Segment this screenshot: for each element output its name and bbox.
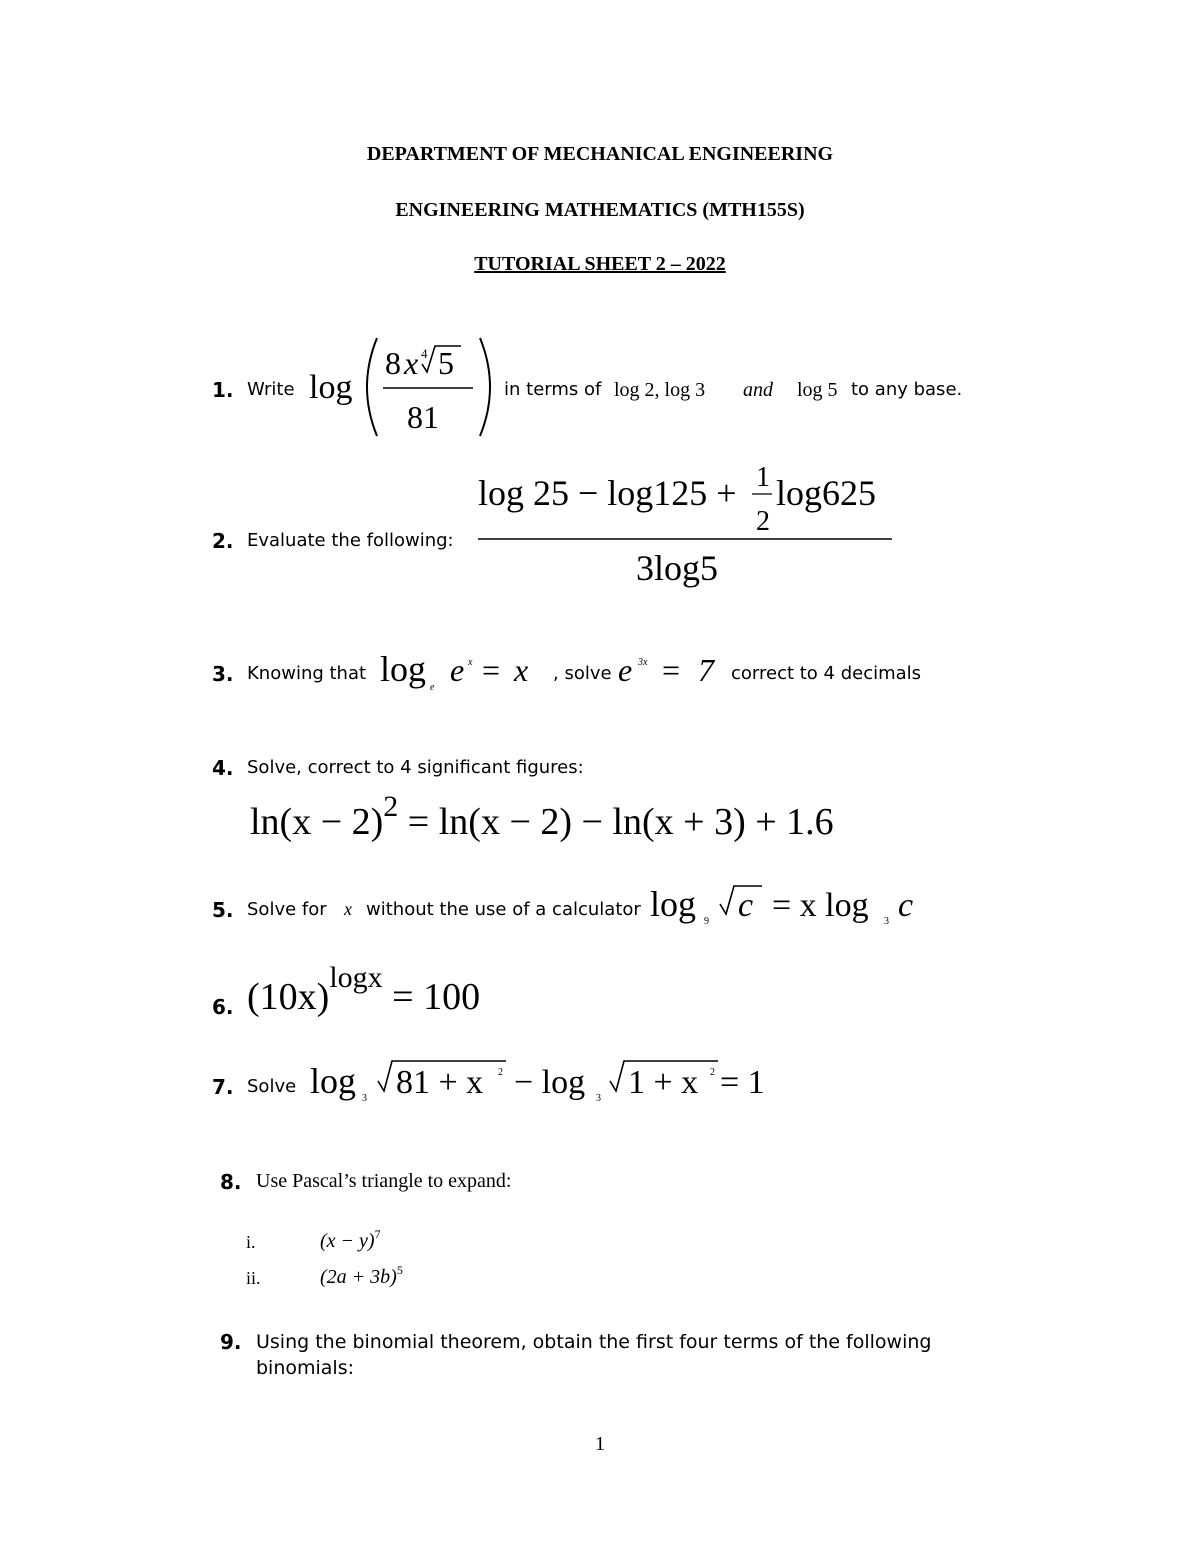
power: logx bbox=[329, 961, 383, 994]
question-text-line2: binomials: bbox=[256, 1357, 355, 1379]
question-text: Solve, correct to 4 significant figures: bbox=[247, 757, 584, 778]
rhs-c: c bbox=[898, 887, 914, 924]
e-symbol: e bbox=[618, 652, 633, 688]
radicand: 5 bbox=[438, 345, 454, 381]
q6-expression bbox=[247, 961, 481, 1019]
minus-log: − log bbox=[514, 1064, 586, 1101]
rhs: = 100 bbox=[392, 976, 481, 1018]
sheet-title: TUTORIAL SHEET 2 – 2022 bbox=[474, 253, 726, 275]
coeff: 8 bbox=[385, 345, 401, 381]
q3-suffix: correct to 4 decimals bbox=[731, 663, 922, 684]
numerator-tail: log625 bbox=[776, 473, 877, 513]
question-number: 1. bbox=[212, 378, 234, 402]
variable-x: x bbox=[404, 345, 419, 381]
q3-mid: , solve bbox=[553, 663, 612, 684]
q4-expression bbox=[250, 790, 834, 844]
numerator-text: log 25 − log125 + bbox=[478, 473, 737, 513]
log-base-3: 3 bbox=[884, 916, 889, 927]
question-text: Solve for bbox=[247, 899, 327, 920]
item-label-i: i. bbox=[246, 1232, 256, 1252]
question-number: 9. bbox=[220, 1330, 242, 1354]
half-numerator: 1 bbox=[756, 462, 770, 493]
question-number: 5. bbox=[212, 898, 234, 922]
base: (10x) bbox=[247, 976, 330, 1018]
e-symbol: e bbox=[450, 652, 465, 688]
q2-expression bbox=[478, 450, 898, 590]
exponent-x: x bbox=[468, 657, 473, 668]
log-text: log bbox=[310, 1061, 357, 1101]
question-number: 6. bbox=[212, 995, 234, 1019]
denominator: 81 bbox=[407, 399, 439, 435]
item-expr-i: $(x - y)^7$ bbox=[320, 1227, 381, 1252]
equals: = bbox=[482, 652, 501, 688]
log-text: log bbox=[309, 369, 353, 406]
question-text: Write bbox=[247, 379, 295, 400]
power: 2 bbox=[383, 790, 399, 823]
q5-variable: x bbox=[344, 899, 352, 919]
question-number: 8. bbox=[220, 1170, 242, 1194]
q1-expression bbox=[305, 332, 500, 442]
q3-expression-2 bbox=[618, 645, 728, 695]
denominator-text: 3log5 bbox=[636, 548, 719, 588]
log-base-2: 3 bbox=[596, 1093, 601, 1104]
rhs-7: 7 bbox=[698, 652, 714, 688]
square-2: 2 bbox=[710, 1067, 715, 1078]
course-title: ENGINEERING MATHEMATICS (MTH155S) bbox=[395, 199, 805, 221]
q1-terms: log 2, log 3 bbox=[614, 379, 706, 401]
exponent-3x: 3x bbox=[638, 657, 648, 668]
q7-expression bbox=[310, 1055, 780, 1105]
question-number: 7. bbox=[212, 1075, 234, 1099]
q1-and: and bbox=[743, 379, 773, 401]
log-base: e bbox=[430, 682, 435, 693]
rhs: = 1 bbox=[720, 1064, 765, 1101]
question-number: 2. bbox=[212, 529, 234, 553]
page-number: 1 bbox=[595, 1433, 605, 1455]
root-index: 4 bbox=[421, 346, 428, 361]
q5-suffix: without the use of a calculator bbox=[366, 899, 641, 920]
equals: = bbox=[662, 652, 681, 688]
radicand-c: c bbox=[738, 887, 754, 924]
right-paren bbox=[480, 338, 490, 436]
item-label-ii: ii. bbox=[246, 1268, 261, 1288]
question-text: Using the binomial theorem, obtain the first four terms of the following bbox=[256, 1331, 932, 1353]
question-number: 4. bbox=[212, 756, 234, 780]
question-text: Evaluate the following: bbox=[247, 530, 454, 551]
left-paren bbox=[367, 338, 377, 436]
q3-expression-1 bbox=[380, 645, 555, 695]
rhs-x: x bbox=[514, 652, 529, 688]
rhs: = ln(x − 2) − ln(x + 3) + 1.6 bbox=[407, 801, 834, 843]
q1-suffix: to any base. bbox=[851, 379, 963, 400]
item-expr-ii: $(2a + 3b)^5$ bbox=[320, 1263, 403, 1288]
lhs: ln(x − 2) bbox=[250, 801, 384, 843]
question-text: Solve bbox=[247, 1076, 297, 1097]
radicand-1: 81 + x bbox=[396, 1064, 484, 1101]
question-text: Knowing that bbox=[247, 663, 367, 684]
log-text: log bbox=[380, 649, 427, 689]
rhs-text: = x log bbox=[772, 887, 869, 924]
question-number: 3. bbox=[212, 662, 234, 686]
q1-middle-text: in terms of bbox=[504, 379, 602, 400]
department-title: DEPARTMENT OF MECHANICAL ENGINEERING bbox=[366, 143, 834, 165]
log-base: 3 bbox=[362, 1093, 367, 1104]
radicand-2: 1 + x bbox=[628, 1064, 699, 1101]
question-text: Use Pascal’s triangle to expand: bbox=[256, 1170, 512, 1192]
log-base-9: 9 bbox=[704, 916, 709, 927]
square-1: 2 bbox=[498, 1067, 503, 1078]
q5-expression bbox=[650, 880, 925, 930]
q1-term3: log 5 bbox=[797, 379, 838, 401]
half-denominator: 2 bbox=[756, 506, 770, 537]
log-text: log bbox=[650, 884, 697, 924]
